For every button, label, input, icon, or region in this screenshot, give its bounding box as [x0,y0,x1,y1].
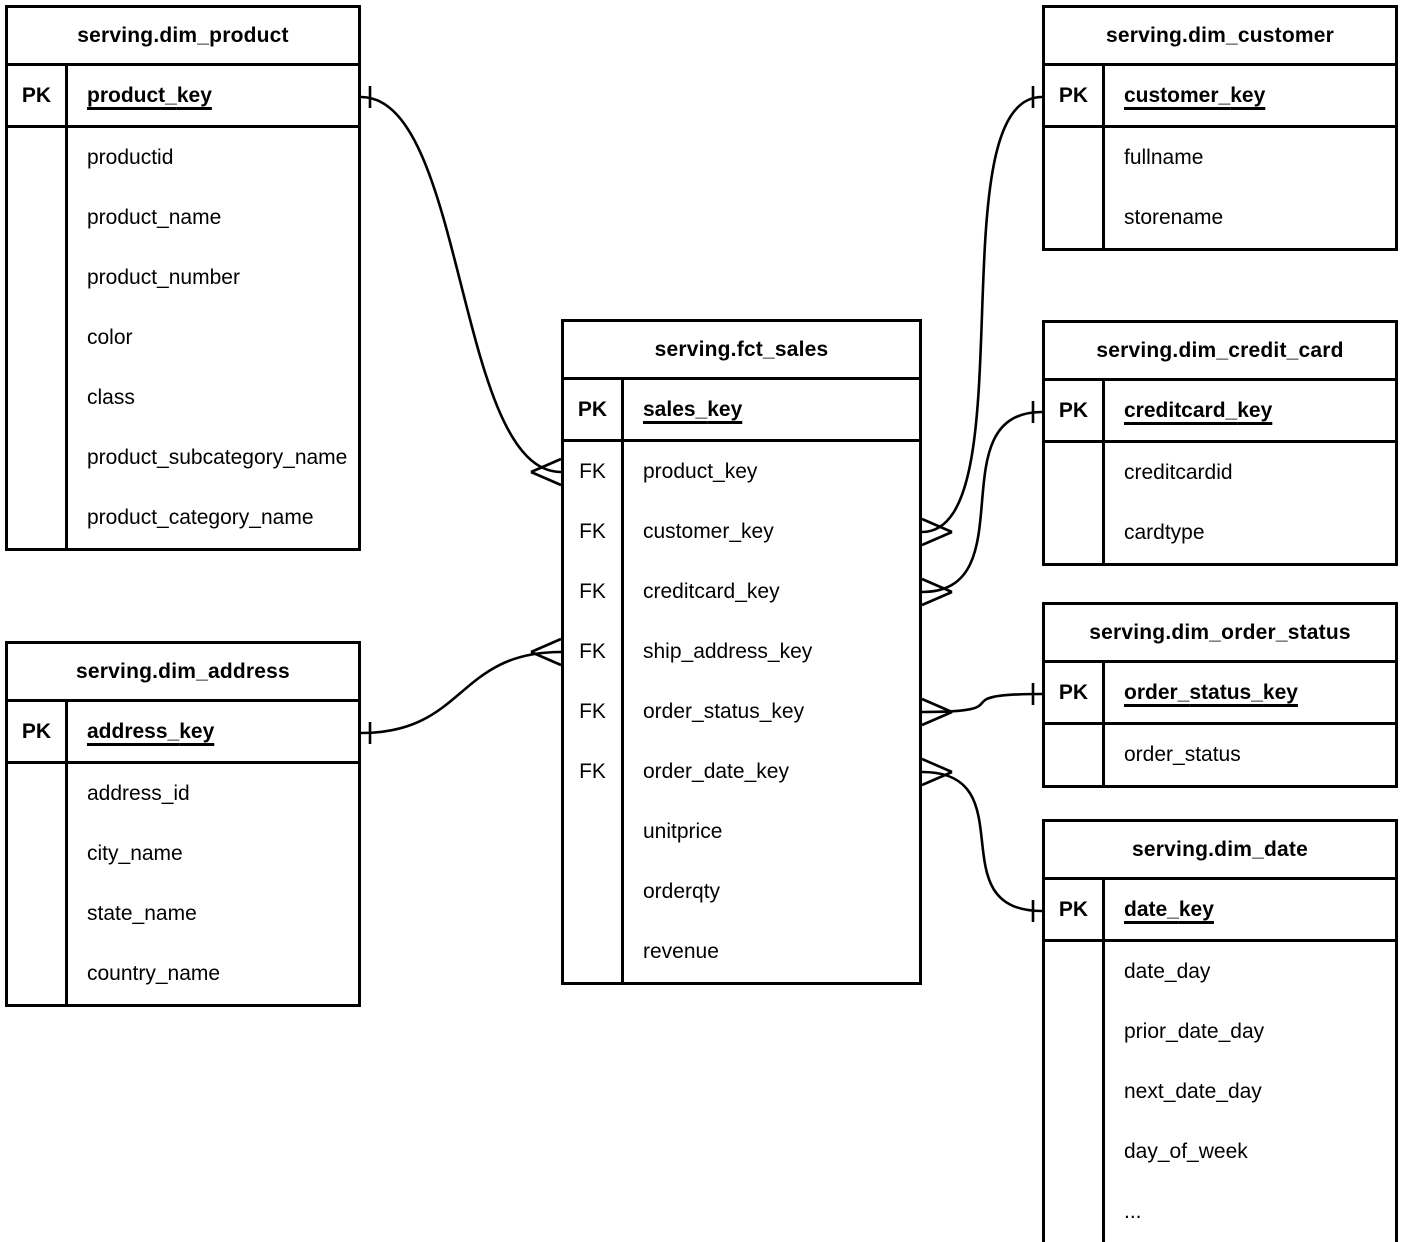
key-label [1045,188,1105,248]
field-name: orderqty [643,880,721,903]
field-name: order_date_key [643,760,789,783]
field-name: customer_key [1124,83,1266,107]
field-row [1045,443,1395,503]
pk-field-row [1045,663,1395,725]
pk-field-row [1045,66,1395,128]
field-name: color [87,326,133,349]
field-row [8,764,358,824]
key-label: PK [1045,381,1105,440]
table-title: serving.dim_date [1045,822,1395,880]
key-label [1045,1002,1105,1062]
field-name: ship_address_key [643,640,813,663]
key-label [1045,128,1105,188]
key-label: FK [564,562,624,622]
crow-foot-prong [531,652,561,665]
field-row [8,188,358,248]
table-title: serving.fct_sales [564,322,919,380]
key-label [564,922,624,982]
field-row [8,368,358,428]
field-row [1045,1002,1395,1062]
relationship-connector [361,639,561,744]
key-label: FK [564,622,624,682]
crow-foot-prong [531,459,561,472]
relationship-connector [361,86,561,485]
key-label: PK [1045,880,1105,939]
field-name: ... [1124,1200,1142,1223]
field-name: date_key [1124,897,1214,921]
table-dim-product [5,5,361,551]
field-name: customer_key [643,520,774,543]
field-row [564,922,919,982]
field-name: productid [87,146,174,169]
field-row [8,944,358,1004]
key-label [8,248,68,308]
field-name: product_category_name [87,506,314,529]
key-label: FK [564,682,624,742]
pk-field-row [564,380,919,442]
connector-curve [922,694,1042,712]
field-name: fullname [1124,146,1204,169]
key-label: FK [564,742,624,802]
crow-foot-prong [922,772,952,785]
field-name: next_date_day [1124,1080,1262,1103]
crow-foot-prong [922,699,952,712]
key-label: PK [1045,66,1105,125]
crow-foot-prong [922,532,952,545]
crow-foot-prong [531,639,561,652]
crow-foot-prong [922,712,952,725]
field-row [8,824,358,884]
key-label: PK [564,380,624,439]
pk-field-row [8,702,358,764]
table-title: serving.dim_credit_card [1045,323,1395,381]
field-name: class [87,386,135,409]
field-name: unitprice [643,820,723,843]
pk-field-row [1045,880,1395,942]
field-name: product_key [87,83,212,107]
field-row [8,308,358,368]
connector-curve [922,97,1042,532]
field-name: state_name [87,902,197,925]
fk-field-row [564,682,919,742]
key-label: PK [1045,663,1105,722]
connector-curve [922,772,1042,911]
crow-foot-prong [922,592,952,605]
table-title: serving.dim_product [8,8,358,66]
table-dim-date [1042,819,1398,1242]
field-row [8,248,358,308]
field-row [8,128,358,188]
field-row [1045,1062,1395,1122]
key-label [8,368,68,428]
table-rows [1045,381,1395,563]
table-rows [8,66,358,548]
field-name: order_status_key [643,700,805,723]
table-rows [1045,663,1395,785]
field-name: product_name [87,206,222,229]
field-row [8,884,358,944]
field-name: sales_key [643,397,743,421]
relationship-connector [922,401,1042,605]
field-name: address_id [87,782,190,805]
pk-field-row [1045,381,1395,443]
field-row [1045,188,1395,248]
field-row [1045,1182,1395,1242]
table-rows [1045,880,1395,1242]
field-name: address_key [87,719,215,743]
key-label [1045,503,1105,563]
field-name: storename [1124,206,1224,229]
key-label [8,488,68,548]
connector-curve [361,652,561,733]
key-label [1045,725,1105,785]
key-label: PK [8,702,68,761]
table-dim-address [5,641,361,1007]
table-dim-customer [1042,5,1398,251]
field-row [1045,725,1395,785]
key-label [8,308,68,368]
key-label [1045,942,1105,1002]
table-title: serving.dim_address [8,644,358,702]
key-label [564,862,624,922]
key-label [1045,443,1105,503]
relationship-connector [922,86,1042,545]
table-rows [1045,66,1395,248]
field-name: city_name [87,842,183,865]
field-row [8,488,358,548]
field-name: country_name [87,962,221,985]
field-name: creditcard_key [643,580,780,603]
field-name: revenue [643,940,719,963]
field-name: creditcard_key [1124,398,1273,422]
field-name: date_day [1124,960,1211,983]
field-name: day_of_week [1124,1140,1248,1163]
key-label [564,802,624,862]
fk-field-row [564,562,919,622]
fk-field-row [564,622,919,682]
key-label [8,884,68,944]
table-dim-order-status [1042,602,1398,788]
key-label [8,944,68,1004]
key-label [8,188,68,248]
field-name: order_status_key [1124,680,1298,704]
field-name: product_number [87,266,240,289]
key-label: FK [564,502,624,562]
table-fct-sales [561,319,922,985]
field-name: order_status [1124,743,1241,766]
field-name: product_subcategory_name [87,446,348,469]
connector-curve [361,97,561,472]
fk-field-row [564,742,919,802]
key-label [8,824,68,884]
fk-field-row [564,502,919,562]
key-label [1045,1062,1105,1122]
relationship-connector [922,683,1042,725]
pk-field-row [8,66,358,128]
table-dim-credit-card [1042,320,1398,566]
field-row [564,862,919,922]
field-name: cardtype [1124,521,1205,544]
field-row [8,428,358,488]
key-label [1045,1182,1105,1242]
key-label: FK [564,442,624,502]
field-name: creditcardid [1124,461,1233,484]
fk-field-row [564,442,919,502]
crow-foot-prong [922,519,952,532]
connector-curve [922,412,1042,592]
key-label [8,764,68,824]
crow-foot-prong [531,472,561,485]
field-row [1045,942,1395,1002]
field-name: prior_date_day [1124,1020,1265,1043]
key-label: PK [8,66,68,125]
table-title: serving.dim_order_status [1045,605,1395,663]
field-row [1045,503,1395,563]
field-row [564,802,919,862]
key-label [8,428,68,488]
crow-foot-prong [922,579,952,592]
field-row [1045,1122,1395,1182]
key-label [1045,1122,1105,1182]
key-label [8,128,68,188]
table-rows [564,380,919,982]
crow-foot-prong [922,759,952,772]
table-title: serving.dim_customer [1045,8,1395,66]
table-rows [8,702,358,1004]
field-name: product_key [643,460,758,483]
field-row [1045,128,1395,188]
relationship-connector [922,759,1042,922]
